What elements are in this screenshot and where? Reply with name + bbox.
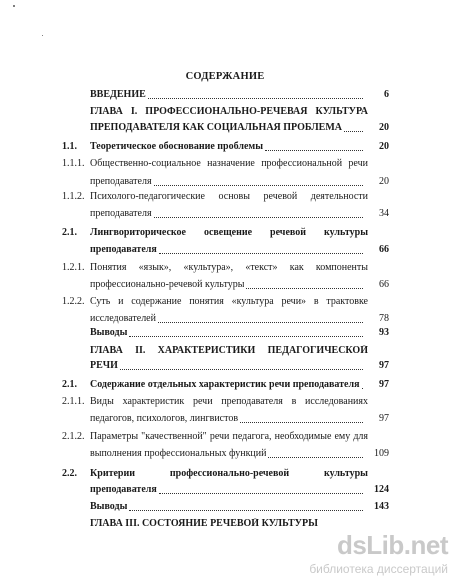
watermark-tagline: библиотека диссертаций <box>309 562 448 576</box>
toc-entry-number: 2.1. <box>62 379 77 390</box>
toc-entry-text: ГЛАВА I. ПРОФЕССИОНАЛЬНО-РЕЧЕВАЯ КУЛЬТУРА <box>90 106 368 117</box>
toc-entry-number: 1.1. <box>62 141 77 152</box>
toc-leader-dots <box>158 322 363 323</box>
toc-entry-page: 6 <box>384 89 389 100</box>
toc-entry-page: 20 <box>379 141 389 152</box>
toc-entry-page: 97 <box>379 360 389 371</box>
toc-entry-number: 2.1.1. <box>62 396 85 407</box>
toc-entry-page: 97 <box>379 413 389 424</box>
toc-title: СОДЕРЖАНИЕ <box>185 71 265 82</box>
toc-entry-text: Лингвориторическое освещение речевой культуры <box>90 227 368 238</box>
toc-entry-number: 2.1. <box>62 227 77 238</box>
toc-entry-text: Теоретическое обоснование проблемы <box>90 141 264 152</box>
toc-leader-dots <box>240 422 363 423</box>
toc-leader-dots <box>129 336 363 337</box>
toc-entry-text: профессионально-речевой культуры <box>90 279 245 290</box>
toc-entry-number: 1.1.2. <box>62 191 85 202</box>
scan-speck <box>13 5 15 7</box>
toc-leader-dots <box>120 369 363 370</box>
toc-entry-page: 66 <box>379 279 389 290</box>
toc-entry-text: ГЛАВА III. СОСТОЯНИЕ РЕЧЕВОЙ КУЛЬТУРЫ <box>90 518 318 529</box>
toc-entry-text: Выводы <box>90 501 128 512</box>
toc-entry-text: РЕЧИ <box>90 360 118 371</box>
toc-entry-text: Суть и содержание понятия «культура речи» в трактовке <box>90 296 368 307</box>
toc-entry-page: 20 <box>379 122 389 133</box>
toc-leader-dots <box>148 98 363 99</box>
toc-entry-text: ВВЕДЕНИЕ <box>90 89 146 100</box>
scan-speck <box>42 35 43 36</box>
toc-entry-page: 78 <box>379 313 389 324</box>
toc-entry-page: 34 <box>379 208 389 219</box>
toc-entry-text: исследователей <box>90 313 156 324</box>
toc-entry-page: 124 <box>374 484 389 495</box>
toc-entry-text: ПРЕПОДАВАТЕЛЯ КАК СОЦИАЛЬНАЯ ПРОБЛЕМА <box>90 122 343 133</box>
toc-entry-page: 93 <box>379 327 389 338</box>
toc-entry-page: 20 <box>379 176 389 187</box>
toc-entry-text: Виды характеристик речи преподавателя в исследованиях <box>90 396 368 407</box>
toc-entry-text: преподавателя <box>90 484 157 495</box>
toc-entry-text: преподавателя <box>90 208 152 219</box>
toc-leader-dots <box>154 217 363 218</box>
toc-entry-text: Общественно-социальное назначение профессиональной речи <box>90 158 368 169</box>
toc-entry-text: Параметры "качественной" речи педагога, необходимые ему для <box>90 431 368 442</box>
toc-entry-text: педагогов, психологов, лингвистов <box>90 413 239 424</box>
watermark-logo: dsLib.net <box>336 530 448 560</box>
toc-entry-text: Выводы <box>90 327 128 338</box>
toc-entry-text: выполнения профессиональных функций <box>90 448 267 459</box>
toc-leader-dots <box>129 510 363 511</box>
toc-entry-number: 1.1.1. <box>62 158 85 169</box>
toc-leader-dots <box>246 288 363 289</box>
watermark <box>309 530 450 580</box>
toc-entry-text: Критерии профессионально-речевой культуры <box>90 468 368 479</box>
toc-entry-page: 109 <box>374 448 389 459</box>
toc-entry-text: Содержание отдельных характеристик речи преподавателя <box>90 379 360 390</box>
toc-entry-number: 1.2.1. <box>62 262 85 273</box>
toc-entry-number: 1.2.2. <box>62 296 85 307</box>
toc-leader-dots <box>362 388 363 389</box>
toc-entry-text: преподавателя <box>90 244 157 255</box>
toc-entry-text: ГЛАВА II. ХАРАКТЕРИСТИКИ ПЕДАГОГИЧЕСКОЙ <box>90 345 368 356</box>
toc-entry-number: 2.1.2. <box>62 431 85 442</box>
toc-entry-page: 143 <box>374 501 389 512</box>
toc-entry-text: преподавателя <box>90 176 152 187</box>
toc-entry-text: Понятия «язык», «культура», «текст» как компоненты <box>90 262 368 273</box>
toc-leader-dots <box>159 253 363 254</box>
toc-leader-dots <box>159 493 363 494</box>
toc-leader-dots <box>265 150 363 151</box>
toc-entry-page: 66 <box>379 244 389 255</box>
toc-entry-text: Психолого-педагогические основы речевой деятельности <box>90 191 368 202</box>
toc-leader-dots <box>154 185 363 186</box>
toc-leader-dots <box>344 131 363 132</box>
toc-leader-dots <box>268 457 363 458</box>
toc-entry-number: 2.2. <box>62 468 77 479</box>
toc-entry-page: 97 <box>379 379 389 390</box>
